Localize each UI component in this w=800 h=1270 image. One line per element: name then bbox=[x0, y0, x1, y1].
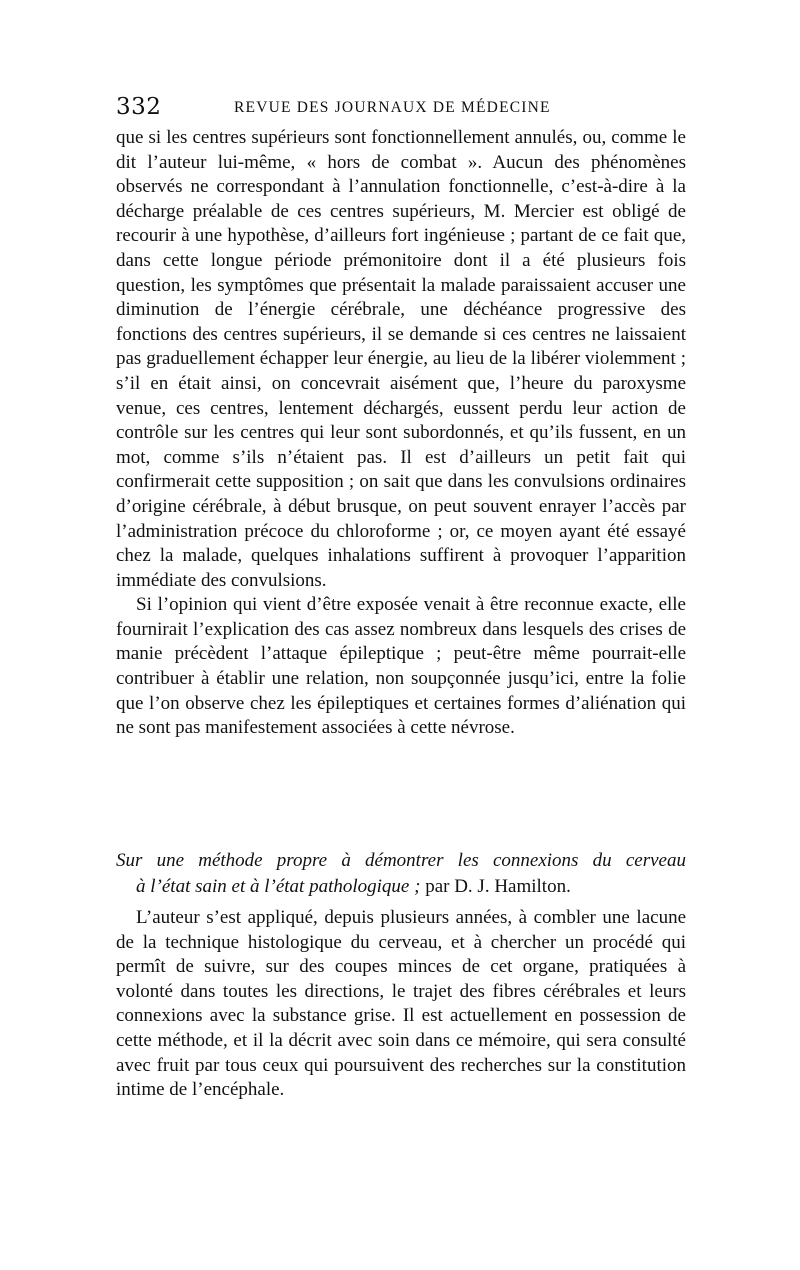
article-summary bbox=[116, 906, 686, 1103]
article-author: par D. J. Hamilton. bbox=[425, 876, 571, 897]
article-heading bbox=[116, 848, 686, 900]
article-title-line-2 bbox=[116, 874, 686, 900]
running-title: REVUE DES JOURNAUX DE MÉDECINE bbox=[234, 99, 551, 116]
article-title-italic-2: à l’état sain et à l’état pathologique ; bbox=[136, 876, 421, 897]
paragraph-continued: que si les centres supérieurs sont fonctionnellement annulés, ou, comme le dit l’auteur lui-même, « hors de combat ». Aucun des phénomènes observés ne correspondant à l’annulation fonctionnelle, c’est-à-dire à la décharge préalable de ces centres supérieurs, M. Mercier est obligé de recourir à une hypothèse, d’ailleurs fort ingénieuse ; partant de ce fait que, dans cette longue période prémonitoire dont il a été plusieurs fois question, les symptômes que présentait la malade paraissaient accuser une diminution de l’énergie cérébrale, une déchéance progressive des fonctions des centres supérieurs, il se demande si ces centres ne laissaient pas graduellement échapper leur énergie, au lieu de la libérer violemment ; s’il en était ainsi, on concevrait aisément que, l’heure du paroxysme venue, ces centres, lentement déchargés, eussent perdu leur action de contrôle sur les centres qui leur sont subordonnés, et qu’ils fussent, en un mot, comme s’ils n’étaient pas. Il est d’ailleurs un petit fait qui confirmerait cette supposition ; on sait que dans les convulsions ordinaires d’origine cérébrale, à début brusque, on peut souvent enrayer l’accès par l’administration précoce du chloroforme ; or, ce moyen ayant été essayé chez la malade, quelques inhalations suffirent à provoquer l’apparition immédiate des convulsions. bbox=[116, 127, 686, 591]
article-title-line-1 bbox=[116, 848, 686, 874]
main-text bbox=[116, 126, 686, 741]
page-number: 332 bbox=[116, 94, 162, 120]
running-head bbox=[116, 94, 696, 124]
article-title-italic-1: Sur une méthode propre à démontrer les connexions du cerveau bbox=[116, 850, 686, 871]
article-body: L’auteur s’est appliqué, depuis plusieurs années, à combler une lacune de la technique histologique du cerveau, et à chercher un procédé qui permît de suivre, sur des coupes minces de cet organe, pratiquées à volonté dans toutes les directions, le trajet des fibres cérébrales et leurs connexions avec la substance grise. Il est actuellement en possession de cette méthode, et il la décrit avec soin dans ce mémoire, qui sera consulté avec fruit par tous ceux qui poursuivent des recherches sur la constitution intime de l’encéphale. bbox=[116, 907, 686, 1101]
paragraph: Si l’opinion qui vient d’être exposée venait à être reconnue exacte, elle fournirait l’explication des cas assez nombreux dans lesquels des crises de manie précèdent l’attaque épileptique ; peut-être même pourrait-elle contribuer à établir une relation, non soupçonnée jusqu’ici, entre la folie que l’on observe chez les épileptiques et certaines formes d’aliénation qui ne sont pas manifestement associées à cette névrose. bbox=[116, 594, 686, 739]
